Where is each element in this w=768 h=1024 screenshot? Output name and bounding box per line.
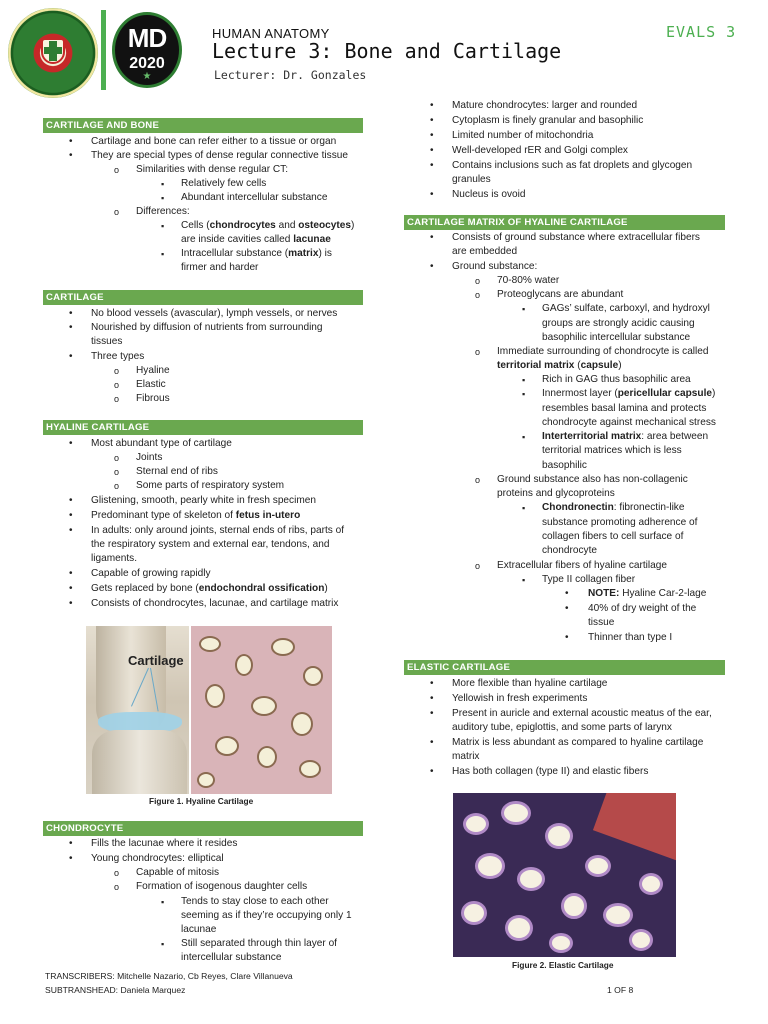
list-item bbox=[91, 509, 300, 523]
list-item: o Some parts of respiratory system bbox=[136, 479, 284, 493]
list-item-continued: the respiratory system and external ear, tendons, and bbox=[91, 539, 330, 550]
list-item: o Proteoglycans are abundant bbox=[497, 288, 623, 302]
list-item bbox=[542, 501, 684, 515]
seal-cross-bar bbox=[44, 47, 62, 54]
text: Hyaline Car-2-lage bbox=[619, 588, 707, 599]
bold-term: NOTE: bbox=[588, 588, 620, 599]
list-item-continued: intercellular substance bbox=[181, 952, 282, 963]
list-item-continued: groups are strongly acidic causing bbox=[542, 318, 695, 329]
chondrocyte-shape bbox=[561, 893, 587, 919]
chondrocyte-shape bbox=[517, 867, 545, 891]
list-item-continued: substance promoting adherence of bbox=[542, 517, 698, 528]
list-item-continued: proteins and glycoproteins bbox=[497, 488, 615, 499]
header-divider bbox=[101, 10, 106, 90]
list-item-continued: lacunae bbox=[181, 924, 217, 935]
page-number: 1 OF 8 bbox=[607, 985, 634, 995]
text: and bbox=[275, 220, 299, 231]
chondrocyte-shape bbox=[199, 636, 221, 652]
list-item: • Capable of growing rapidly bbox=[91, 567, 211, 581]
list-item: • Contains inclusions such as fat droplets and glycogen bbox=[452, 159, 692, 173]
text: ) bbox=[618, 360, 622, 371]
list-item: • Nucleus is ovoid bbox=[452, 188, 526, 202]
text: : area between bbox=[641, 431, 709, 442]
list-item: • Well-developed rER and Golgi complex bbox=[452, 144, 628, 158]
list-item bbox=[542, 387, 715, 401]
list-item: • Cartilage and bone can refer either to a tissue or organ bbox=[91, 135, 336, 149]
list-item: o Extracellular fibers of hyaline cartilage bbox=[497, 559, 667, 573]
bold-term: osteocytes bbox=[298, 220, 351, 231]
list-item: • 40% of dry weight of the bbox=[588, 602, 696, 616]
bold-term: matrix bbox=[288, 248, 319, 259]
text: ) bbox=[351, 220, 355, 231]
bold-term: Interterritorial matrix bbox=[542, 431, 642, 442]
star-icon: ★ bbox=[142, 71, 152, 82]
logo-year-text: 2020 bbox=[129, 55, 165, 72]
section-header-chondrocyte: CHONDROCYTE bbox=[43, 821, 363, 836]
chondrocyte-shape bbox=[461, 901, 487, 925]
chondrocyte-shape bbox=[257, 746, 277, 768]
chondrocyte-shape bbox=[251, 696, 277, 716]
list-item: ▪ Type II collagen fiber bbox=[542, 573, 635, 587]
list-item-continued: auditory tube, epiglottis, and some parts of larynx bbox=[452, 722, 672, 733]
footer-subtranshead: SUBTRANSHEAD: Daniela Marquez bbox=[45, 985, 186, 995]
chondrocyte-shape bbox=[549, 933, 573, 953]
list-item-continued: firmer and harder bbox=[181, 262, 259, 273]
list-item-continued: chondrocyte against mechanical stress bbox=[542, 417, 716, 428]
list-item: ▪ Still separated through thin layer of bbox=[181, 937, 337, 951]
list-item: ▪ Abundant intercellular substance bbox=[181, 191, 327, 205]
list-item-continued: collagen fibers to cell surface of bbox=[542, 531, 684, 542]
list-item: ▪ Tends to stay close to each other bbox=[181, 895, 329, 909]
text: Gets replaced by bone ( bbox=[91, 583, 199, 594]
text: ) bbox=[712, 388, 716, 399]
chondrocyte-shape bbox=[291, 712, 313, 736]
chondrocyte-shape bbox=[475, 853, 505, 879]
chondrocyte-shape bbox=[639, 873, 663, 895]
list-item: • Mature chondrocytes: larger and rounded bbox=[452, 99, 637, 113]
chondrocyte-shape bbox=[463, 813, 489, 835]
list-item: • Limited number of mitochondria bbox=[452, 129, 593, 143]
chondrocyte-shape bbox=[299, 760, 321, 778]
text: Cells ( bbox=[181, 220, 210, 231]
chondrocyte-shape bbox=[215, 736, 239, 756]
figure-label-cartilage: Cartilage bbox=[128, 653, 184, 668]
text: ) bbox=[324, 583, 328, 594]
list-item: o Hyaline bbox=[136, 364, 170, 378]
list-item: o Similarities with dense regular CT: bbox=[136, 163, 288, 177]
list-item bbox=[181, 247, 332, 261]
section-header-cartilage: CARTILAGE bbox=[43, 290, 363, 305]
list-item: o Differences: bbox=[136, 205, 190, 219]
bold-term: territorial matrix bbox=[497, 360, 575, 371]
list-item-continued: are embedded bbox=[452, 246, 518, 257]
list-item bbox=[91, 582, 328, 596]
text: ( bbox=[574, 360, 581, 371]
text: are inside cavities called bbox=[181, 234, 294, 245]
chondrocyte-shape bbox=[205, 684, 225, 708]
figure-1-caption: Figure 1. Hyaline Cartilage bbox=[149, 796, 254, 806]
list-item: ▪ GAGs’ sulfate, carboxyl, and hydroxyl bbox=[542, 302, 710, 316]
section-header-elastic-cartilage: ELASTIC CARTILAGE bbox=[404, 660, 725, 675]
list-item-continued bbox=[181, 233, 331, 247]
list-item: • In adults: only around joints, sternal ends of ribs, parts of bbox=[91, 524, 344, 538]
evals-label: EVALS 3 bbox=[666, 23, 737, 41]
hyaline-cartilage-micrograph bbox=[191, 626, 332, 794]
list-item: o Ground substance also has non-collagenic bbox=[497, 473, 688, 487]
chondrocyte-shape bbox=[603, 903, 633, 927]
text: Intracellular substance ( bbox=[181, 248, 289, 259]
chondrocyte-shape bbox=[505, 915, 533, 941]
list-item: • Glistening, smooth, pearly white in fresh specimen bbox=[91, 494, 316, 508]
list-item: ▪ Relatively few cells bbox=[181, 177, 266, 191]
list-item: • Nourished by diffusion of nutrients from surrounding bbox=[91, 321, 323, 335]
list-item: • Matrix is less abundant as compared to hyaline cartilage bbox=[452, 736, 703, 750]
chondrocyte-shape bbox=[235, 654, 253, 676]
list-item-continued: ligaments. bbox=[91, 553, 138, 564]
list-item: o 70-80% water bbox=[497, 274, 559, 288]
list-item-continued: basophilic bbox=[542, 460, 587, 471]
list-item: o Fibrous bbox=[136, 392, 170, 406]
course-name: HUMAN ANATOMY bbox=[212, 26, 330, 41]
list-item: o Elastic bbox=[136, 378, 166, 392]
list-item: o Formation of isogenous daughter cells bbox=[136, 880, 307, 894]
text: : fibronectin-like bbox=[613, 502, 685, 513]
list-item: ▪ Rich in GAG thus basophilic area bbox=[542, 373, 691, 387]
list-item: • Young chondrocytes: elliptical bbox=[91, 852, 224, 866]
list-item: • Consists of chondrocytes, lacunae, and cartilage matrix bbox=[91, 597, 338, 611]
bold-term: pericellular capsule bbox=[617, 388, 712, 399]
chondrocyte-shape bbox=[271, 638, 295, 656]
bold-term: chondrocytes bbox=[209, 220, 276, 231]
list-item-continued: chondrocyte bbox=[542, 545, 597, 556]
list-item-continued: matrix bbox=[452, 751, 480, 762]
text: ) is bbox=[318, 248, 332, 259]
chondrocyte-shape bbox=[629, 929, 653, 951]
elastic-cartilage-micrograph bbox=[453, 793, 676, 957]
list-item: • Three types bbox=[91, 350, 144, 364]
footer-transcribers: TRANSCRIBERS: Mitchelle Nazario, Cb Reyes, Clare Villanueva bbox=[45, 971, 293, 981]
bold-term: capsule bbox=[580, 360, 619, 371]
list-item: • Thinner than type I bbox=[588, 631, 672, 645]
list-item: • Most abundant type of cartilage bbox=[91, 437, 232, 451]
list-item: • No blood vessels (avascular), lymph vessels, or nerves bbox=[91, 307, 337, 321]
list-item: o Capable of mitosis bbox=[136, 866, 219, 880]
bold-term: fetus in-utero bbox=[235, 510, 301, 521]
list-item-continued bbox=[497, 359, 622, 373]
chondrocyte-shape bbox=[545, 823, 573, 849]
chondrocyte-shape bbox=[303, 666, 323, 686]
list-item-continued: seeming as if they’re occupying only 1 bbox=[181, 910, 352, 921]
chondrocyte-shape bbox=[501, 801, 531, 825]
list-item-continued: basophilic intercellular substance bbox=[542, 332, 691, 343]
hyaline-cartilage-joint-illustration bbox=[86, 626, 189, 794]
list-item-continued: resembles basal lamina and protects bbox=[542, 403, 707, 414]
list-item bbox=[542, 430, 708, 444]
lecturer: Lecturer: Dr. Gonzales bbox=[214, 68, 367, 82]
list-item: o Joints bbox=[136, 451, 162, 465]
section-header-cartilage-and-bone: CARTILAGE AND BONE bbox=[43, 118, 363, 133]
list-item: • Present in auricle and external acoustic meatus of the ear, bbox=[452, 707, 712, 721]
list-item bbox=[588, 587, 706, 601]
page-title: Lecture 3: Bone and Cartilage bbox=[212, 39, 562, 63]
tibia-shape bbox=[92, 730, 187, 794]
list-item: o Immediate surrounding of chondrocyte is called bbox=[497, 345, 709, 359]
list-item: o Sternal end of ribs bbox=[136, 465, 218, 479]
bold-term: lacunae bbox=[293, 234, 331, 245]
list-item: • More flexible than hyaline cartilage bbox=[452, 677, 607, 691]
list-item: • They are special types of dense regular connective tissue bbox=[91, 149, 348, 163]
list-item-continued: territorial matrices which is less bbox=[542, 445, 682, 456]
list-item: • Fills the lacunae where it resides bbox=[91, 837, 237, 851]
text: Predominant type of skeleton of bbox=[91, 510, 236, 521]
chondrocyte-shape bbox=[197, 772, 215, 788]
section-header-hyaline-cartilage: HYALINE CARTILAGE bbox=[43, 420, 363, 435]
list-item: • Cytoplasm is finely granular and basophilic bbox=[452, 114, 643, 128]
section-header-cartilage-matrix: CARTILAGE MATRIX OF HYALINE CARTILAGE bbox=[404, 215, 725, 230]
bold-term: Chondronectin bbox=[542, 502, 614, 513]
list-item-continued: tissue bbox=[588, 617, 615, 628]
text: Innermost layer ( bbox=[542, 388, 618, 399]
college-of-medicine-seal bbox=[8, 8, 98, 98]
figure-2-caption: Figure 2. Elastic Cartilage bbox=[512, 960, 614, 970]
logo-md-text: MD bbox=[127, 23, 167, 53]
list-item: • Consists of ground substance where extracellular fibers bbox=[452, 231, 700, 245]
md-2020-logo bbox=[112, 12, 182, 88]
chondrocyte-shape bbox=[585, 855, 611, 877]
list-item: • Ground substance: bbox=[452, 260, 537, 274]
list-item: • Has both collagen (type II) and elastic fibers bbox=[452, 765, 648, 779]
list-item-continued: granules bbox=[452, 174, 491, 185]
list-item: • Yellowish in fresh experiments bbox=[452, 692, 587, 706]
bold-term: endochondral ossification bbox=[198, 583, 325, 594]
list-item-continued: tissues bbox=[91, 336, 123, 347]
list-item bbox=[181, 219, 354, 233]
